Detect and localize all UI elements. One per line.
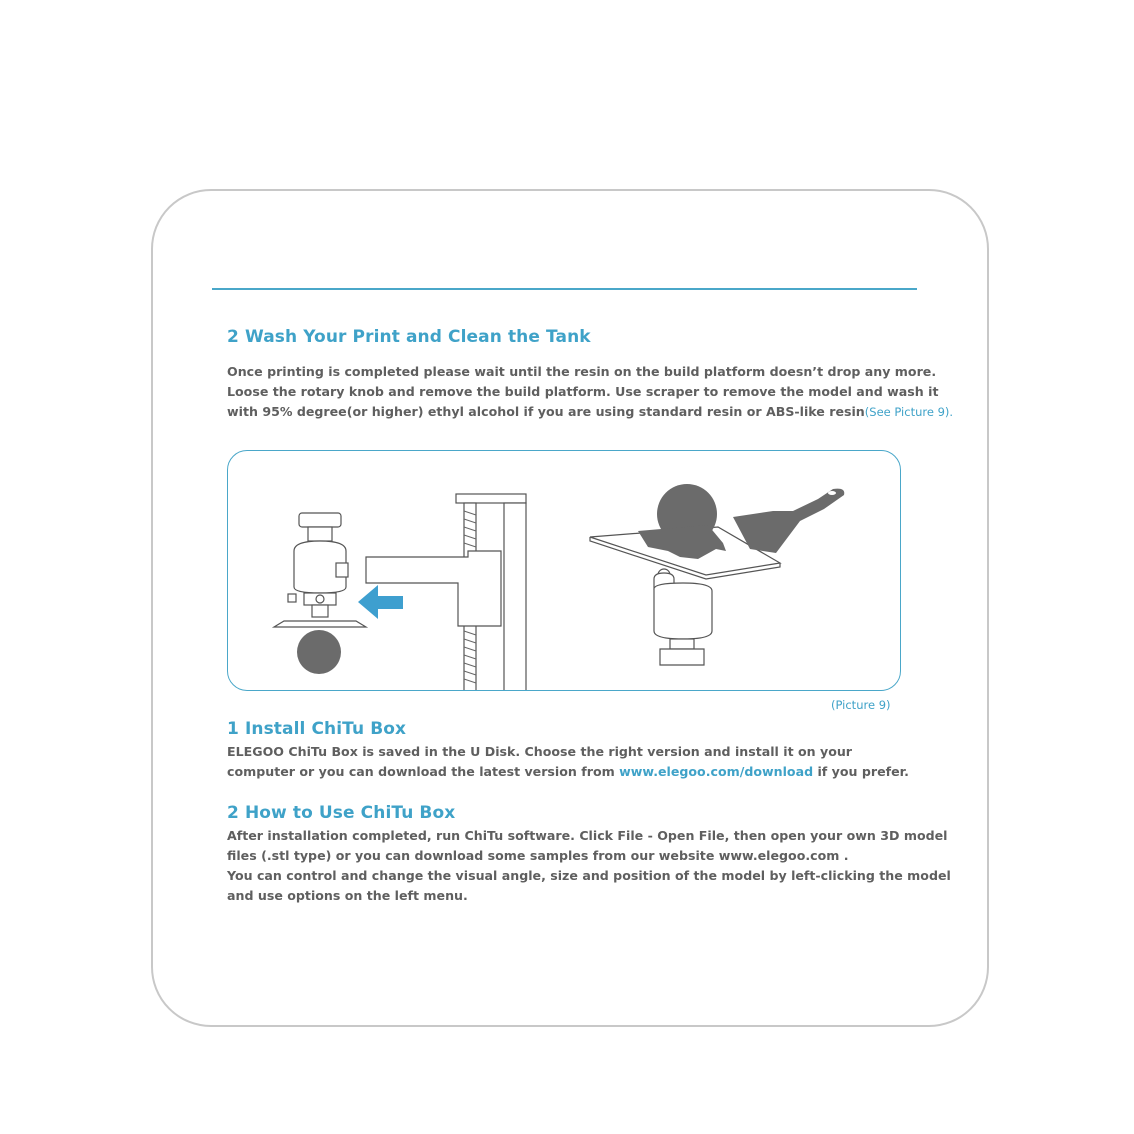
wash-section-title: 2 Wash Your Print and Clean the Tank — [227, 327, 591, 347]
install-line-2-pre: computer or you can download the latest version from — [227, 764, 620, 779]
arrow-icon — [358, 585, 403, 619]
howto-line-1: After installation completed, run ChiTu software. Click File - Open File, then open your own 3D model — [227, 828, 948, 843]
scraper-icon — [733, 489, 844, 553]
z-column-cap — [456, 494, 526, 503]
z-arm — [366, 551, 501, 626]
platform-knob-assembly — [654, 569, 712, 665]
wash-line-2: Loose the rotary knob and remove the build platform. Use scraper to remove the model and wash it — [227, 384, 939, 399]
header-rule — [212, 288, 917, 290]
download-link[interactable]: www.elegoo.com/download — [619, 764, 814, 779]
picture-9-caption: (Picture 9) — [831, 698, 891, 712]
wash-line-3-text: with 95% degree(or higher) ethyl alcohol if you are using standard resin or ABS-like resin — [227, 404, 865, 419]
install-section-title: 1 Install ChiTu Box — [227, 719, 407, 739]
install-line-2 — [227, 762, 909, 782]
wash-illustration-svg — [228, 451, 901, 691]
howto-section-title: 2 How to Use ChiTu Box — [227, 803, 456, 823]
install-line-1: ELEGOO ChiTu Box is saved in the U Disk. Choose the right version and install it on your — [227, 744, 853, 759]
wash-line-1: Once printing is completed please wait until the resin on the build platform doesn’t drop any more. — [227, 364, 937, 379]
howto-line-4: and use options on the left menu. — [227, 888, 468, 903]
howto-line-3: You can control and change the visual angle, size and position of the model by left-clicking the model — [227, 868, 951, 883]
howto-line-2: files (.stl type) or you can download some samples from our website www.elegoo.com . — [227, 848, 849, 863]
see-picture-ref: (See Picture 9). — [864, 405, 954, 419]
howto-instructions — [227, 826, 951, 906]
wash-line-3 — [227, 402, 953, 422]
picture-9-illustration — [227, 450, 901, 691]
build-platform-removed — [274, 513, 366, 627]
z-column — [504, 503, 526, 691]
printed-model-left — [297, 630, 341, 674]
wash-instructions — [227, 362, 953, 422]
install-line-2-post: if you prefer. — [813, 764, 909, 779]
install-instructions — [227, 742, 909, 782]
